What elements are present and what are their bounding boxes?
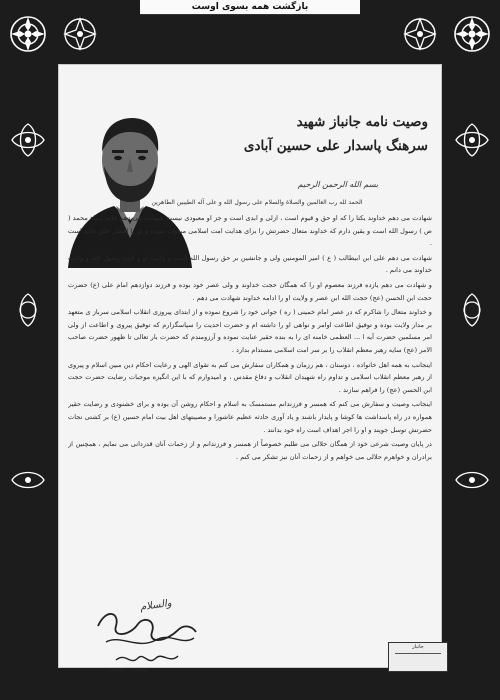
martyr-name: سرهنگ پاسدار علی حسین آبادی — [243, 138, 428, 154]
rosette-ornament-icon — [452, 14, 492, 54]
rosette-ornament-icon — [400, 14, 440, 54]
paragraph: اینجانب وصیت و سفارش می کنم که همسر و فرزندانم مستمسک به اسلام و احکام روشن آن بوده و برای خشنودی و رضایت حقیر همواره در راه پاسداشت ها کوشا و پایدار باشند و یاد آوری حادثه عظیم عاشورا و مصیبتهای اهل بیت امام حسین (ع) بر کشتی نجات حضرتش توسل جویند و او را اجر اهداف است راه خود بدانند . — [68, 400, 432, 434]
floral-ornament-icon — [8, 120, 48, 160]
top-banner: بازگشت همه بسوی اوست — [140, 0, 360, 15]
paragraph: شهادت می دهم خداوند یکتا را که او حق و قیوم است ، ازلی و ابدی است و جز او معبودی نیست شهادت می دهم خاتم انبیاء محمد ( ص ) رسول الله است و یقین دارم که خداوند متعال حضرتش را برای هدایت امت اسلامی مبعوث نموده و او را افضل خلق عالم است . — [68, 214, 432, 248]
rosette-ornament-icon — [60, 14, 100, 54]
floral-ornament-icon — [8, 460, 48, 500]
stamp-text: جانباز — [412, 644, 424, 650]
document-title: وصیت نامه جانباز شهید — [296, 114, 428, 130]
paragraph: در پایان وصیت شرعی خود از همگان حلالی می طلبم خصوصاً از همسر و فرزندانم و از زحمات آنان قدردانی می نمایم ، همچنین از برادران و خواهرم حلالی می خواهم و از زحمات آنان نیز تشکر می کنم . — [68, 440, 432, 461]
paragraph: و شهادت می دهم یازده فرزند معصوم او را که همگان حجت خداوند و ولی عصر خود بوده و فرزند دوازدهم امام علی (ع) حضرت حجت ابن الحسن (عج) حجت الله ابن عصر و ولایت او را ادامه خداوند شهادت می دهم . — [68, 280, 432, 302]
hamd-line: الحمد لله رب العالمین والصلاة والسلام علی رسول الله و علی آله الطیبین الطاهرین — [151, 199, 363, 206]
handwritten-signature — [86, 586, 206, 678]
salutation: والسلام — [139, 597, 173, 614]
floral-ornament-icon — [452, 290, 492, 330]
floral-ornament-icon — [452, 460, 492, 500]
stamp-inner-line — [395, 653, 441, 664]
document-paper — [58, 64, 442, 668]
black-border-right — [442, 0, 500, 700]
paragraph: و خداوند متعال را شاکرم که در عصر امام خمینی ( ره ) جوانی خود را شروع نموده و از ابتدای پیروزی انقلاب اسلامی سرباز ی متعهد بر مدار ولایت بوده و توفیق اطاعت اوامر و نواهی او را داشته ام و حضرت احدیت را سپاسگزارم که توفیق پیروی و اطاعت از ولی امر مسلمین حضرت آیه ا ... العظمی خامنه ای را به بنده حقیر عنایت نموده و آرزومندم که حضرت بار تعالی تا ظهور حضرت صاحب الامر (عج) سایه رهبر معظم انقلاب را بر سر امت اسلامی مستدام بدارد . — [68, 308, 432, 354]
official-stamp — [388, 642, 448, 672]
floral-ornament-icon — [452, 120, 492, 160]
paragraph: شهادت می دهم علی ابن ابیطالب ( ع ) امیر المومنین ولی و جانشین بر حق رسول الله است و ولایت او و لایت رسول الله و ولایت خداوند می دانم . — [68, 253, 432, 275]
title-block — [208, 114, 428, 154]
black-border-left — [0, 0, 58, 700]
testament-body — [68, 212, 432, 582]
paragraph: اینجانب به همه اهل خانواده ، دوستان ، هم رزمان و همکاران سفارش می کنم به تقوای الهی و رعایت احکام دین مبین اسلام و پیروی از رهبر معظم انقلاب اسلامی و تداوم راه شهیدان انقلاب و دفاع مقدس ، و امیدوارم که با این انگیزه موجبات رضایت حضرت حجت ابن الحسن (عج) را فراهم سازند . — [68, 360, 432, 394]
rosette-ornament-icon — [8, 14, 48, 54]
black-border-bottom — [0, 668, 500, 700]
bismillah: بسم الله الرحمن الرحیم — [297, 180, 379, 189]
floral-ornament-icon — [8, 290, 48, 330]
